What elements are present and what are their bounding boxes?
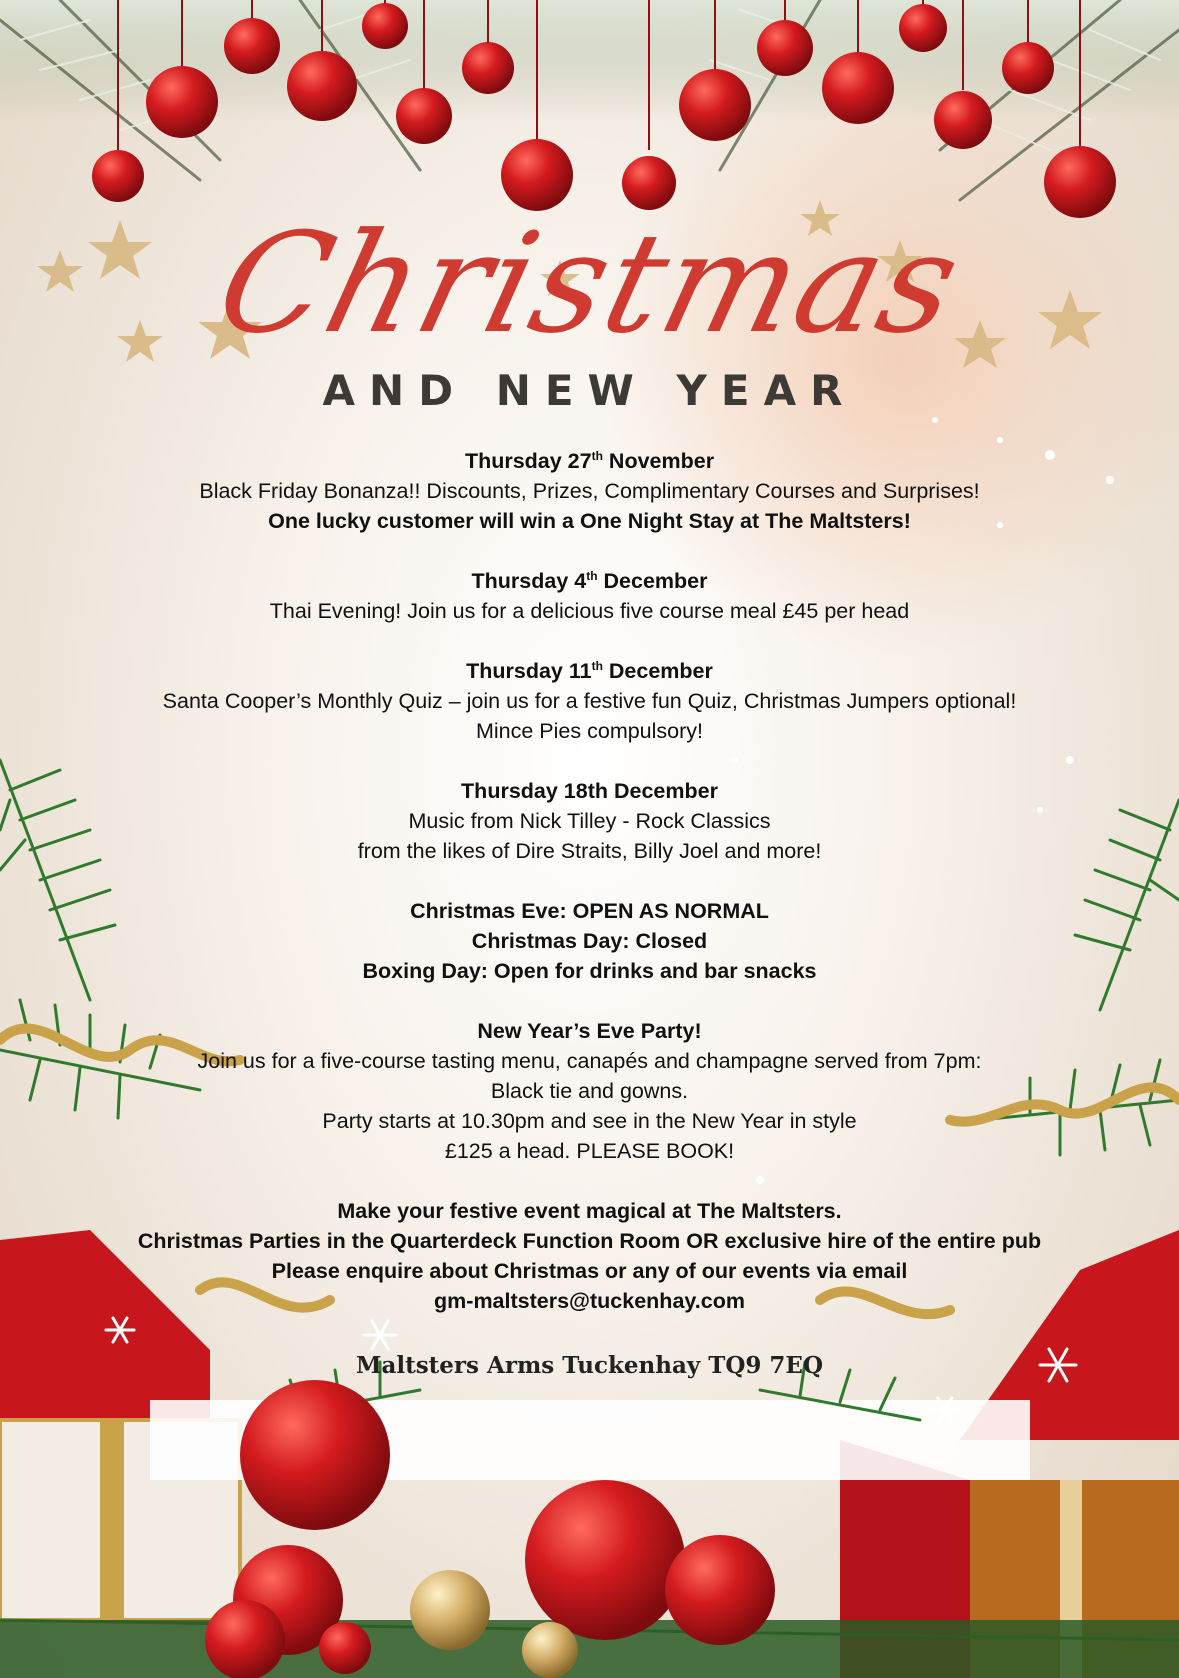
event-date-month: November [602,449,715,473]
event-description: Santa Cooper’s Monthly Quiz – join us for a festive fun Quiz, Christmas Jumpers optional! [162,689,1017,713]
event-description: Mince Pies compulsory! [475,719,704,743]
event-black-friday [60,446,1119,536]
event-date-month: December [597,569,708,593]
event-date-day: Thursday 11 [466,659,592,683]
event-highlight: One lucky customer will win a One Night Stay at The Maltsters! [268,509,911,533]
event-description: £125 a head. PLEASE BOOK! [444,1139,735,1163]
event-new-years-eve [60,1016,1119,1166]
event-description: Black tie and gowns. [490,1079,689,1103]
event-monthly-quiz [60,656,1119,746]
contact-email: gm-maltsters@tuckenhay.com [434,1289,745,1313]
event-date-day: Thursday 27 [464,449,592,473]
event-heading: New Year’s Eve Party! [477,1019,702,1043]
event-description: Party starts at 10.30pm and see in the New Year in style [322,1109,857,1133]
enquiry-section [60,1196,1119,1316]
event-date [60,566,1119,596]
opening-hours [60,896,1119,986]
event-description: from the likes of Dire Straits, Billy Joel and more! [357,839,822,863]
event-description: Black Friday Bonanza!! Discounts, Prizes, Complimentary Courses and Surprises! [199,479,980,503]
enquiry-line: Make your festive event magical at The Maltsters. [337,1199,842,1223]
event-description: Thai Evening! Join us for a delicious five course meal £45 per head [269,599,910,623]
event-date: Thursday 18th December [461,779,718,803]
event-date-suffix: th [591,658,603,673]
enquiry-line: Please enquire about Christmas or any of our events via email [271,1259,908,1283]
venue-address: Maltsters Arms Tuckenhay TQ9 7EQ [355,1352,823,1379]
event-date-day: Thursday 4 [471,569,587,593]
new-year-subtitle: AND NEW YEAR [322,366,857,415]
event-date-suffix: th [591,448,603,463]
event-date [60,656,1119,686]
opening-boxing-day: Boxing Day: Open for drinks and bar snacks [362,959,817,983]
event-description: Join us for a five-course tasting menu, canapés and champagne served from 7pm: [197,1049,982,1073]
christmas-script-title: Christmas [203,203,977,364]
event-live-music [60,776,1119,866]
enquiry-line: Christmas Parties in the Quarterdeck Function Room OR exclusive hire of the entire pub [137,1229,1042,1253]
event-list [60,446,1119,1346]
event-date-suffix: th [586,568,598,583]
opening-christmas-day: Christmas Day: Closed [471,929,708,953]
event-thai-evening [60,566,1119,626]
opening-christmas-eve: Christmas Eve: OPEN AS NORMAL [410,899,769,923]
event-date [60,446,1119,476]
event-date-month: December [602,659,713,683]
event-description: Music from Nick Tilley - Rock Classics [408,809,771,833]
